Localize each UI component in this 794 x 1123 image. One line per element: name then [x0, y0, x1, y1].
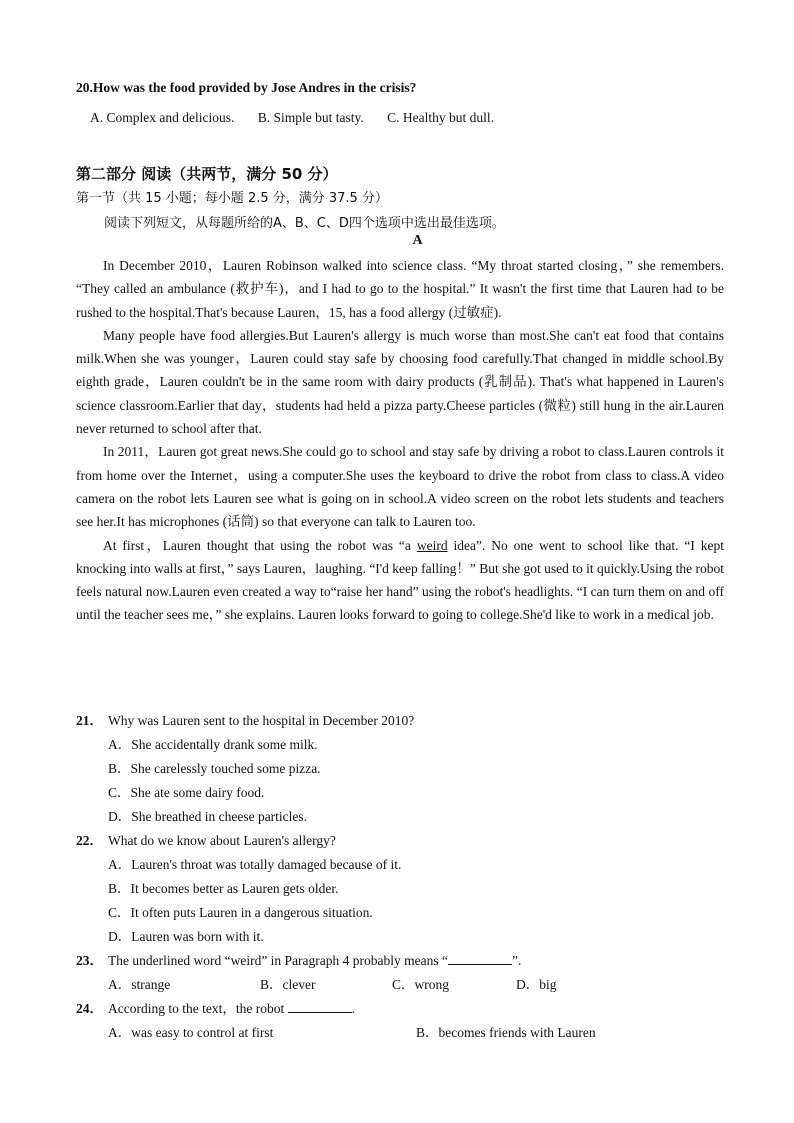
paragraph-3: In 2011，Lauren got great news.She could go to school and stay safe by driving a robot to class.Lauren controls it from home over the Internet，using a computer.She uses the keyboard to drive the robot from class to class.A video camera on the robot lets Lauren see what is going on in school.A video screen on the robot lets students and teachers see her.It has microphones (话筒) so that everyone can talk to Lauren too.	[76, 444, 724, 530]
underlined-word: weird	[416, 537, 448, 553]
q24-option-b: B．becomes friends with Lauren	[416, 1025, 596, 1040]
answer-blank	[448, 952, 512, 965]
question-text: Why was Lauren sent to the hospital in December 2010?	[108, 713, 415, 728]
question-list	[76, 709, 724, 1045]
reading-passage	[76, 254, 724, 627]
q22-option-a: A．Lauren's throat was totally damaged because of it.	[108, 857, 402, 872]
q23-option-d: D．big	[516, 977, 557, 992]
q22-option-c: C．It often puts Lauren in a dangerous situation.	[108, 905, 373, 920]
question-24-stem	[76, 997, 724, 1021]
q21-option-d: D．She breathed in cheese particles.	[108, 809, 308, 824]
question-number: 23．	[76, 953, 103, 968]
passage-label: A	[412, 233, 423, 248]
q21-option-a: A．She accidentally drank some milk.	[108, 737, 318, 752]
q23-option-c: C．wrong	[392, 977, 449, 992]
q23-option-a: A．strange	[108, 977, 171, 992]
q21-option-b: B．She carelessly touched some pizza.	[108, 761, 321, 776]
answer-blank	[288, 1000, 352, 1013]
section-title: 第二部分 阅读（共两节，满分 50 分）	[76, 165, 338, 183]
question-text: According to the text，the robot	[108, 1001, 288, 1016]
q21-option-c: C．She ate some dairy food.	[108, 785, 265, 800]
question-text-end: .	[351, 1001, 355, 1016]
q23-option-b: B．clever	[260, 977, 316, 992]
q20-option-a: A. Complex and delicious.	[90, 110, 235, 125]
q20-option-b: B. Simple but tasty.	[257, 110, 364, 125]
question-22-stem	[76, 829, 724, 853]
question-number: 22．	[76, 833, 103, 848]
q24-option-a: A．was easy to control at first	[108, 1025, 274, 1040]
q24-options	[76, 1021, 724, 1045]
paragraph-2: Many people have food allergies.But Lauren's allergy is much worse than most.She can't eat food that contains milk.When she was younger，Lauren could stay safe by choosing food carefully.That changed in middle school.By eighth grade，Lauren couldn't be in the same room with dairy products (乳制品). That's what happened in Lauren's science classroom.Earlier that day，students had held a pizza party.Cheese particles (微粒) still hung in the air.Lauren never returned to school after that.	[76, 327, 724, 437]
question-text: What do we know about Lauren's allergy?	[108, 833, 336, 848]
question-number: 24．	[76, 1001, 103, 1016]
question-text-end: ”.	[512, 953, 522, 968]
paragraph-4-start: At first，Lauren thought that using the robot was “a	[103, 537, 417, 553]
paragraph-4-rest: idea”. No one went to school like that. “I kept knocking into walls at first，” says Lauren，laughing. “I'd keep falling！” But she got used to it quickly.Using the robot feels natural now.Lauren even created a way to“raise her hand” using the robot's headlights. “I can turn them on and off until the teacher sees me，” she explains. Lauren looks forward to going to college.She'd like to work in a medical job.	[76, 537, 724, 623]
q22-option-b: B．It becomes better as Lauren gets older.	[108, 881, 339, 896]
question-21-stem	[76, 709, 724, 733]
paragraph-4	[76, 534, 724, 627]
paragraph-1: In December 2010，Lauren Robinson walked into science class. “My throat started closing，” she remembers. “They called an ambulance (救护车)，and I had to go to the hospital.” It wasn't the first time that Lauren had to be rushed to the hospital.That's because Lauren，15, has a food allergy (过敏症).	[76, 258, 724, 320]
section-subtitle: 第一节（共 15 小题；每小题 2.5 分，满分 37.5 分）	[76, 191, 388, 206]
q22-option-d: D．Lauren was born with it.	[108, 929, 264, 944]
question-23-stem	[76, 949, 724, 973]
question-text: The underlined word “weird” in Paragraph 4 probably means “	[108, 953, 449, 968]
question-20-stem: 20.How was the food provided by Jose Andres in the crisis?	[76, 80, 417, 95]
q20-option-c: C. Healthy but dull.	[387, 110, 494, 125]
question-20-options	[90, 110, 514, 126]
q23-options	[76, 973, 724, 997]
question-number: 21．	[76, 713, 103, 728]
section-instruction: 阅读下列短文，从每题所给的A、B、C、D四个选项中选出最佳选项。	[104, 216, 505, 231]
